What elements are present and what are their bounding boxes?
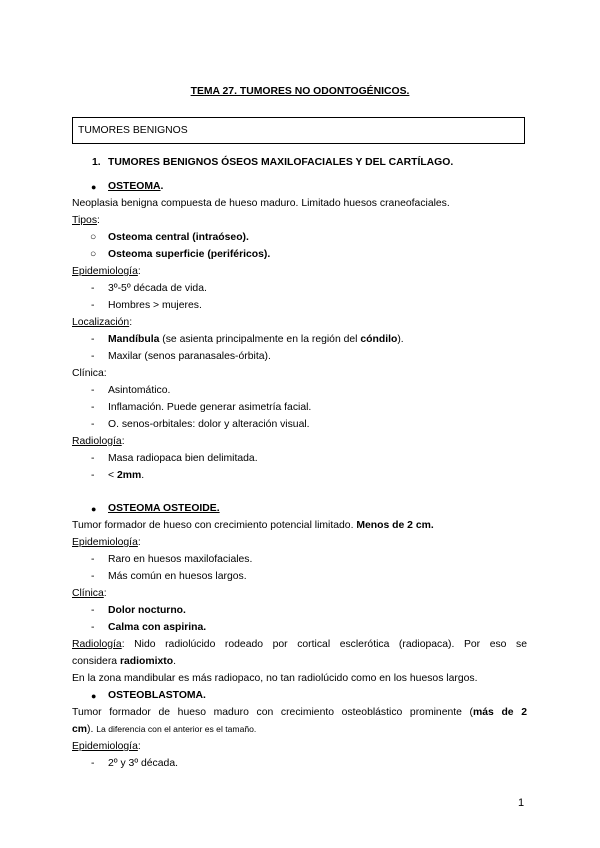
circle-bullet-icon: ○ bbox=[90, 249, 97, 260]
osteoide-heading: OSTEOMA OSTEOIDE. bbox=[108, 503, 220, 514]
list-item: Inflamación. Puede generar asimetría facial. bbox=[108, 402, 312, 413]
list-item: 2º y 3º década. bbox=[108, 758, 178, 769]
dash-marker: - bbox=[91, 283, 95, 294]
bullet-icon: ● bbox=[91, 504, 97, 514]
bullet-icon: ● bbox=[91, 691, 97, 701]
circle-bullet-icon: ○ bbox=[90, 232, 97, 243]
dash-marker: - bbox=[91, 622, 95, 633]
list-item: < 2mm. bbox=[108, 470, 145, 481]
osteoblastoma-description: Tumor formador de hueso maduro con crecimiento osteoblástico prominente (más de 2 bbox=[72, 707, 527, 718]
page-number: 1 bbox=[518, 797, 525, 809]
radiologia-paragraph: Radiología: Nido radiolúcido rodeado por cortical esclerótica (radiopaca). Por eso se bbox=[72, 639, 527, 650]
osteoma-heading: OSTEOMA. bbox=[108, 181, 164, 192]
dash-marker: - bbox=[91, 758, 95, 769]
dash-marker: - bbox=[91, 402, 95, 413]
list-item: Calma con aspirina. bbox=[108, 622, 207, 633]
mandibular-note: En la zona mandibular es más radiopaco, no tan radiolúcido como en los huesos largos. bbox=[72, 673, 478, 684]
list-item: Más común en huesos largos. bbox=[108, 571, 247, 582]
dash-marker: - bbox=[91, 300, 95, 311]
list-item: Maxilar (senos paranasales-órbita). bbox=[108, 351, 271, 362]
osteoma-description: Neoplasia benigna compuesta de hueso maduro. Limitado huesos craneofaciales. bbox=[72, 198, 450, 209]
list-item: Hombres > mujeres. bbox=[108, 300, 202, 311]
list-item: Asintomático. bbox=[108, 385, 171, 396]
radiologia-label: Radiología: bbox=[72, 436, 125, 447]
clinica-label: Clínica: bbox=[72, 368, 107, 379]
list-item: Masa radiopaca bien delimitada. bbox=[108, 453, 258, 464]
dash-marker: - bbox=[91, 334, 95, 345]
section-box-heading: TUMORES BENIGNOS bbox=[78, 125, 188, 136]
clinica-label: Clínica: bbox=[72, 588, 107, 599]
list-item: Dolor nocturno. bbox=[108, 605, 186, 616]
list-item: Raro en huesos maxilofaciales. bbox=[108, 554, 253, 565]
epidemiologia-label: Epidemiología: bbox=[72, 266, 141, 277]
osteoblastoma-heading: OSTEOBLASTOMA. bbox=[108, 690, 206, 701]
epidemiologia-label: Epidemiología: bbox=[72, 741, 141, 752]
dash-marker: - bbox=[91, 571, 95, 582]
bullet-icon: ● bbox=[91, 182, 97, 192]
section-number: 1. bbox=[92, 157, 101, 168]
osteoide-description: Tumor formador de hueso con crecimiento potencial limitado. Menos de 2 cm. bbox=[72, 520, 434, 531]
section-heading: TUMORES BENIGNOS ÓSEOS MAXILOFACIALES Y DEL CARTÍLAGO. bbox=[108, 157, 454, 168]
epidemiologia-label: Epidemiología: bbox=[72, 537, 141, 548]
page-title: TEMA 27. TUMORES NO ODONTOGÉNICOS. bbox=[190, 86, 410, 97]
dash-marker: - bbox=[91, 385, 95, 396]
dash-marker: - bbox=[91, 351, 95, 362]
section-box bbox=[72, 117, 525, 144]
dash-marker: - bbox=[91, 453, 95, 464]
dash-marker: - bbox=[91, 470, 95, 481]
radiologia-paragraph-cont: considera radiomixto. bbox=[72, 656, 176, 667]
dash-marker: - bbox=[91, 419, 95, 430]
list-item: 3º-5º década de vida. bbox=[108, 283, 207, 294]
osteoblastoma-description-cont: cm). La diferencia con el anterior es el tamaño. bbox=[72, 724, 257, 735]
dash-marker: - bbox=[91, 605, 95, 616]
localizacion-label: Localización: bbox=[72, 317, 133, 328]
tipos-label: Tipos: bbox=[72, 215, 100, 226]
list-item: Mandíbula (se asienta principalmente en la región del cóndilo). bbox=[108, 334, 404, 345]
list-item: O. senos-orbitales: dolor y alteración visual. bbox=[108, 419, 310, 430]
tipos-item: Osteoma central (intraóseo). bbox=[108, 232, 249, 243]
tipos-item: Osteoma superficie (periféricos). bbox=[108, 249, 271, 260]
dash-marker: - bbox=[91, 554, 95, 565]
